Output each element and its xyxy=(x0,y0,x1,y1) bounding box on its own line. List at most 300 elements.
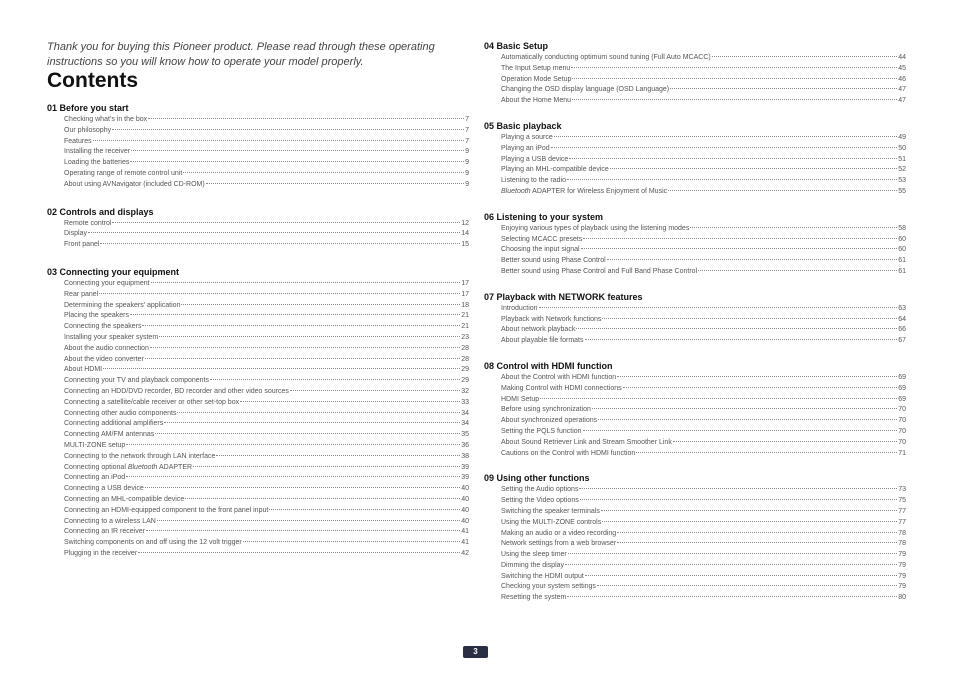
dot-leader xyxy=(636,452,897,453)
toc-entry-page: 41 xyxy=(461,528,469,536)
toc-entry-label-text: Resetting the system xyxy=(501,594,567,602)
toc-entry-label-text: Checking what’s in the box xyxy=(64,116,148,123)
toc-entry[interactable] xyxy=(64,301,469,312)
toc-entry-label xyxy=(501,373,616,384)
toc-entry[interactable] xyxy=(64,333,469,344)
toc-entry-label-text: About HDMI xyxy=(64,366,103,374)
toc-entry-page: 21 xyxy=(461,312,469,320)
toc-entry-label-text: Enjoying various types of playback using the listening modes xyxy=(501,224,690,232)
toc-entry[interactable] xyxy=(64,169,469,180)
toc-entry[interactable] xyxy=(501,96,906,107)
toc-entry[interactable] xyxy=(64,506,469,517)
toc-entry-label-text: Playing a USB device xyxy=(501,155,569,163)
toc-entry-page: 38 xyxy=(461,452,469,460)
toc-entry[interactable] xyxy=(64,517,469,528)
toc-entry-page: 52 xyxy=(898,166,906,174)
toc-entry-page: 44 xyxy=(898,54,906,61)
toc-entry[interactable] xyxy=(64,158,469,169)
toc-entry[interactable] xyxy=(501,485,906,496)
dot-leader xyxy=(551,147,898,148)
toc-entry-label-text: Selecting MCACC presets xyxy=(501,235,583,243)
toc-entry-label xyxy=(501,96,571,107)
toc-entry-label xyxy=(501,144,550,155)
toc-entry-label xyxy=(501,529,616,540)
toc-entry[interactable] xyxy=(501,438,906,449)
toc-section xyxy=(484,41,906,107)
dot-leader xyxy=(583,430,898,431)
toc-entry-page: 21 xyxy=(461,323,469,331)
toc-entry-page: 70 xyxy=(898,427,906,435)
toc-entry[interactable] xyxy=(64,463,469,474)
toc-entry-page: 67 xyxy=(898,337,906,345)
toc-entry-label xyxy=(501,518,601,529)
toc-entry[interactable] xyxy=(501,561,906,572)
toc-entry-page: 69 xyxy=(898,384,906,392)
toc-entry-label xyxy=(64,344,149,355)
toc-entry[interactable] xyxy=(64,219,469,230)
toc-entry-label xyxy=(64,549,137,560)
toc-entry[interactable] xyxy=(64,495,469,506)
toc-entry-page: 9 xyxy=(465,180,469,188)
toc-entry[interactable] xyxy=(64,365,469,376)
toc-entry[interactable] xyxy=(501,518,906,529)
toc-entry-page: 34 xyxy=(461,420,469,428)
toc-entry-label xyxy=(64,419,163,430)
dot-leader xyxy=(131,150,464,151)
toc-entry-label xyxy=(501,165,609,176)
toc-entry[interactable] xyxy=(64,290,469,301)
toc-entry-label xyxy=(501,449,635,460)
toc-entry-label xyxy=(64,463,192,474)
toc-entry-label xyxy=(64,506,268,517)
toc-entry-page: 35 xyxy=(461,431,469,439)
toc-entry-label xyxy=(501,336,584,347)
toc-entry-label-text: Cautions on the Control with HDMI function xyxy=(501,449,636,457)
toc-entry-label xyxy=(64,376,209,387)
dot-leader xyxy=(150,347,460,348)
toc-entry-page: 45 xyxy=(898,64,906,72)
toc-entry-label xyxy=(64,333,158,344)
toc-entry[interactable] xyxy=(64,229,469,240)
toc-entry-label xyxy=(64,311,129,322)
toc-entry[interactable] xyxy=(501,53,906,64)
toc-entry-page: 64 xyxy=(898,315,906,323)
toc-entry[interactable] xyxy=(501,64,906,75)
toc-entry[interactable] xyxy=(501,165,906,176)
toc-entry[interactable] xyxy=(64,430,469,441)
toc-entry-page: 58 xyxy=(898,224,906,232)
dot-leader xyxy=(155,433,460,434)
toc-entry[interactable] xyxy=(501,176,906,187)
toc-entry-label-text: MULTI-ZONE setup xyxy=(64,441,126,449)
toc-entry-label-text: About the Home Menu xyxy=(501,97,572,105)
toc-entry-list xyxy=(484,53,906,107)
toc-entry-page: 39 xyxy=(461,463,469,471)
toc-entry[interactable] xyxy=(501,133,906,144)
dot-leader xyxy=(571,67,897,68)
toc-entry-page: 77 xyxy=(898,507,906,515)
toc-entry-label xyxy=(501,187,667,198)
toc-entry[interactable] xyxy=(501,550,906,561)
dot-leader xyxy=(617,542,897,543)
dot-leader xyxy=(540,398,897,399)
toc-entry[interactable] xyxy=(501,85,906,96)
toc-entry[interactable] xyxy=(501,507,906,518)
section-title: 03 Connecting your equipment xyxy=(47,266,180,277)
toc-entry-label xyxy=(501,325,575,336)
toc-entry-label-text: Installing your speaker system xyxy=(64,333,159,341)
dot-leader xyxy=(112,129,464,130)
toc-entry-label xyxy=(501,176,566,187)
toc-entry-page: 73 xyxy=(898,486,906,494)
toc-entry-label xyxy=(501,267,697,278)
toc-entry-label-text: Features xyxy=(64,137,92,145)
toc-entry[interactable] xyxy=(501,384,906,395)
toc-entry[interactable] xyxy=(64,484,469,495)
toc-entry-page: 60 xyxy=(898,246,906,254)
dot-leader xyxy=(572,78,897,79)
toc-entry-label-text: Automatically conducting optimum sound tuning (Full Auto MCACC) xyxy=(501,54,711,61)
toc-section xyxy=(484,292,906,347)
dot-leader xyxy=(151,282,461,283)
toc-entry[interactable] xyxy=(501,582,906,593)
dot-leader xyxy=(576,328,897,329)
toc-entry[interactable] xyxy=(64,441,469,452)
toc-entry-label xyxy=(501,539,616,550)
page-number-badge: 3 xyxy=(463,646,488,658)
toc-entry-label-text: Before using synchronization xyxy=(501,406,591,414)
toc-entry-label xyxy=(64,137,92,148)
toc-entry-list xyxy=(484,224,906,278)
dot-leader xyxy=(164,422,460,423)
section-title: 05 Basic playback xyxy=(484,120,562,131)
dot-leader xyxy=(617,532,897,533)
toc-entry[interactable] xyxy=(64,115,469,126)
toc-section xyxy=(484,361,906,459)
toc-entry-label-text: Setting the PQLS function xyxy=(501,427,582,435)
toc-entry-page: 17 xyxy=(461,290,469,298)
toc-entry-page: 28 xyxy=(461,344,469,352)
toc-entry-label xyxy=(501,593,566,604)
dot-leader xyxy=(88,232,460,233)
toc-entry-label xyxy=(64,495,184,506)
toc-entry[interactable] xyxy=(501,395,906,406)
dot-leader xyxy=(579,488,897,489)
dot-leader xyxy=(130,314,460,315)
toc-entry-label xyxy=(501,75,571,86)
dot-leader xyxy=(206,183,464,184)
section-title: 01 Before you start xyxy=(47,103,129,113)
toc-entry-page: 23 xyxy=(461,333,469,341)
toc-entry-label-text: About the audio connection xyxy=(64,344,149,352)
toc-entry-page: 71 xyxy=(898,449,906,457)
toc-entry[interactable] xyxy=(501,373,906,384)
toc-entry[interactable] xyxy=(64,355,469,366)
toc-entry-label xyxy=(501,133,553,144)
toc-entry[interactable] xyxy=(64,279,469,290)
toc-entry-label xyxy=(501,496,579,507)
toc-entry[interactable] xyxy=(64,549,469,560)
toc-entry[interactable] xyxy=(64,376,469,387)
toc-entry-label xyxy=(501,85,669,96)
toc-entry-label-text: Installing the receiver xyxy=(64,148,131,156)
toc-entry[interactable] xyxy=(501,529,906,540)
toc-entry-page: 70 xyxy=(898,406,906,414)
toc-entry-page: 17 xyxy=(461,279,469,287)
dot-leader xyxy=(138,552,460,553)
toc-entry-label xyxy=(501,304,538,315)
toc-entry-label xyxy=(501,582,596,593)
section-title: 09 Using other functions xyxy=(484,473,590,484)
dot-leader xyxy=(610,168,897,169)
toc-entry-page: 12 xyxy=(461,219,469,227)
toc-entry-label-text: Placing the speakers xyxy=(64,312,129,320)
toc-entry-page: 14 xyxy=(461,230,469,238)
toc-entry[interactable] xyxy=(64,538,469,549)
toc-entry-label-text: Connecting your TV and playback components xyxy=(64,377,210,385)
toc-entry-label-text: Listening to the radio xyxy=(501,177,566,185)
toc-entry-label-text: Connecting an HDMI-equipped component to the front panel input xyxy=(64,506,269,514)
toc-entry-label xyxy=(64,115,147,126)
toc-entry[interactable] xyxy=(64,473,469,484)
dot-leader xyxy=(130,161,464,162)
toc-entry-page: 9 xyxy=(465,148,469,156)
toc-entry-list xyxy=(47,219,469,251)
toc-entry-label-text: Playing an iPod xyxy=(501,144,550,152)
toc-entry-label-text: Connecting an HDD/DVD recorder, BD recorder and other video sources xyxy=(64,387,289,395)
toc-entry-page: 15 xyxy=(461,241,469,249)
toc-entry[interactable] xyxy=(64,322,469,333)
toc-entry-label xyxy=(501,572,584,583)
toc-entry[interactable] xyxy=(501,336,906,347)
section-title: 06 Listening to your system xyxy=(484,211,604,222)
toc-entry-label-text: Using the sleep timer xyxy=(501,551,567,559)
toc-entry-label-text: Determining the speakers’ application xyxy=(64,301,181,309)
toc-entry-page: 55 xyxy=(898,187,906,195)
toc-entry-page: 66 xyxy=(898,326,906,334)
toc-entry-label xyxy=(501,53,711,64)
toc-entry[interactable] xyxy=(64,398,469,409)
toc-entry-label-text: Dimming the display xyxy=(501,561,565,569)
dot-leader xyxy=(673,441,897,442)
toc-entry[interactable] xyxy=(64,240,469,251)
toc-entry-page: 46 xyxy=(898,75,906,83)
dot-leader xyxy=(181,304,460,305)
toc-entry-page: 18 xyxy=(461,301,469,309)
toc-entry-page: 79 xyxy=(898,572,906,580)
toc-entry-label-text: Connecting optional xyxy=(64,463,128,471)
section-title: 08 Control with HDMI function xyxy=(484,360,613,371)
toc-section xyxy=(484,121,906,198)
toc-entry[interactable] xyxy=(501,155,906,166)
toc-entry-label xyxy=(64,290,98,301)
toc-entry[interactable] xyxy=(64,527,469,538)
dot-leader xyxy=(157,520,460,521)
toc-entry[interactable] xyxy=(501,325,906,336)
toc-entry-label xyxy=(64,301,180,312)
toc-entry[interactable] xyxy=(501,245,906,256)
toc-entry[interactable] xyxy=(501,416,906,427)
toc-entry-page: 79 xyxy=(898,551,906,559)
toc-entry[interactable] xyxy=(501,496,906,507)
toc-entry-label-text: About playable file formats xyxy=(501,337,584,345)
dot-leader xyxy=(565,564,897,565)
toc-entry[interactable] xyxy=(501,187,906,198)
toc-entry-page: 40 xyxy=(461,517,469,525)
toc-entry-label xyxy=(501,507,600,518)
toc-entry-label-text: Loading the batteries xyxy=(64,159,130,167)
toc-entry-label-text: Front panel xyxy=(64,241,100,249)
toc-entry-page: 77 xyxy=(898,518,906,526)
toc-entry[interactable] xyxy=(501,427,906,438)
toc-entry-label xyxy=(501,550,567,561)
toc-entry-label-text: Connecting a USB device xyxy=(64,485,144,493)
toc-entry-label-text: Connecting AM/FM antennas xyxy=(64,431,155,439)
page-title: Contents xyxy=(47,69,138,92)
toc-entry-label-suffix: ADAPTER xyxy=(157,463,193,471)
dot-leader xyxy=(712,56,897,57)
toc-entry[interactable] xyxy=(501,75,906,86)
toc-entry-label-text: Setting the Audio options xyxy=(501,486,579,494)
toc-entry-list xyxy=(47,115,469,191)
toc-entry-label-text: Network settings from a web browser xyxy=(501,540,617,548)
toc-entry[interactable] xyxy=(501,267,906,278)
toc-entry-label-text: About the Control with HDMI function xyxy=(501,373,617,381)
toc-entry[interactable] xyxy=(64,419,469,430)
dot-leader xyxy=(148,118,464,119)
toc-entry-page: 42 xyxy=(461,549,469,557)
toc-entry-label-text: Connecting your equipment xyxy=(64,279,150,287)
toc-entry-page: 70 xyxy=(898,417,906,425)
toc-right-column xyxy=(484,41,906,604)
toc-entry-label xyxy=(501,384,622,395)
toc-entry-label xyxy=(501,64,570,75)
toc-entry-page: 41 xyxy=(461,539,469,547)
dot-leader xyxy=(592,408,897,409)
toc-entry-label-text: Switching components on and off using the 12 volt trigger xyxy=(64,539,242,547)
toc-entry[interactable] xyxy=(64,137,469,148)
toc-entry-label-text: Connecting the speakers xyxy=(64,323,142,331)
dot-leader xyxy=(99,293,460,294)
toc-entry-label xyxy=(64,527,145,538)
toc-entry-page: 40 xyxy=(461,506,469,514)
toc-entry-label xyxy=(64,398,239,409)
toc-entry[interactable] xyxy=(64,126,469,137)
toc-entry[interactable] xyxy=(64,180,469,191)
toc-entry-page: 29 xyxy=(461,377,469,385)
toc-entry[interactable] xyxy=(501,144,906,155)
toc-entry-label xyxy=(501,155,568,166)
toc-entry[interactable] xyxy=(501,224,906,235)
toc-entry-page: 7 xyxy=(465,137,469,145)
toc-entry[interactable] xyxy=(501,449,906,460)
toc-entry-list xyxy=(47,279,469,560)
dot-leader xyxy=(103,368,460,369)
toc-entry-label xyxy=(64,240,99,251)
toc-entry[interactable] xyxy=(501,572,906,583)
toc-entry-page: 53 xyxy=(898,177,906,185)
toc-entry[interactable] xyxy=(64,452,469,463)
toc-entry-label-text: Making Control with HDMI connections xyxy=(501,384,622,392)
toc-entry[interactable] xyxy=(501,593,906,604)
dot-leader xyxy=(216,455,460,456)
toc-entry-label xyxy=(501,561,564,572)
toc-entry-label-text: Display xyxy=(64,230,87,238)
dot-leader xyxy=(585,339,898,340)
toc-entry[interactable] xyxy=(501,235,906,246)
toc-entry-label xyxy=(64,180,205,191)
toc-entry-label-text: Plugging in the receiver xyxy=(64,549,138,557)
toc-entry[interactable] xyxy=(501,539,906,550)
toc-left-column xyxy=(47,103,469,560)
toc-entry-label-text: About using AVNavigator (included CD-ROM) xyxy=(64,180,205,188)
dot-leader xyxy=(145,487,460,488)
toc-entry-page: 63 xyxy=(898,304,906,312)
toc-entry-label-text: Playing an MHL-compatible device xyxy=(501,166,609,174)
dot-leader xyxy=(569,158,897,159)
dot-leader xyxy=(598,419,897,420)
toc-entry-label xyxy=(64,147,130,158)
toc-entry[interactable] xyxy=(64,409,469,420)
toc-entry-label-text: Connecting an MHL-compatible device xyxy=(64,495,185,503)
toc-entry-label xyxy=(64,387,289,398)
toc-entry[interactable] xyxy=(64,147,469,158)
toc-entry[interactable] xyxy=(501,304,906,315)
dot-leader xyxy=(668,190,897,191)
toc-entry[interactable] xyxy=(64,387,469,398)
toc-entry-page: 29 xyxy=(461,366,469,374)
dot-leader xyxy=(617,376,897,377)
toc-entry-label-text: Making an audio or a video recording xyxy=(501,529,617,537)
toc-entry[interactable] xyxy=(501,315,906,326)
toc-entry-page: 75 xyxy=(898,497,906,505)
toc-entry-label-suffix: ADAPTER for Wireless Enjoyment of Music xyxy=(530,187,668,195)
dot-leader xyxy=(602,318,897,319)
toc-entry-page: 49 xyxy=(898,133,906,141)
dot-leader xyxy=(607,259,898,260)
toc-entry-page: 79 xyxy=(898,583,906,591)
dot-leader xyxy=(93,140,464,141)
toc-entry-label-text: HDMI Setup xyxy=(501,395,540,403)
toc-entry-label xyxy=(64,169,182,180)
dot-leader xyxy=(210,379,460,380)
toc-entry-label-text: Choosing the input signal xyxy=(501,246,580,254)
toc-entry[interactable] xyxy=(64,311,469,322)
toc-entry-page: 69 xyxy=(898,373,906,381)
dot-leader xyxy=(670,88,897,89)
toc-entry[interactable] xyxy=(501,256,906,267)
dot-leader xyxy=(585,575,897,576)
dot-leader xyxy=(583,238,897,239)
toc-entry-label-text: Using the MULTI-ZONE controls xyxy=(501,518,602,526)
toc-entry-label-text: Remote control xyxy=(64,219,112,227)
dot-leader xyxy=(193,466,460,467)
toc-section xyxy=(484,212,906,278)
dot-leader xyxy=(539,307,898,308)
dot-leader xyxy=(601,510,897,511)
toc-entry-label-text: The Input Setup menu xyxy=(501,64,571,72)
toc-entry-page: 60 xyxy=(898,235,906,243)
toc-entry-label-text: Connecting a satellite/cable receiver or other set-top box xyxy=(64,398,240,406)
dot-leader xyxy=(269,509,460,510)
toc-entry[interactable] xyxy=(501,405,906,416)
toc-entry-page: 28 xyxy=(461,355,469,363)
toc-entry-label-text: Introduction xyxy=(501,304,538,312)
toc-entry-label-text: About Sound Retriever Link and Stream Smoother Link xyxy=(501,438,672,446)
toc-entry[interactable] xyxy=(64,344,469,355)
dot-leader xyxy=(159,336,460,337)
toc-entry-label xyxy=(64,355,144,366)
